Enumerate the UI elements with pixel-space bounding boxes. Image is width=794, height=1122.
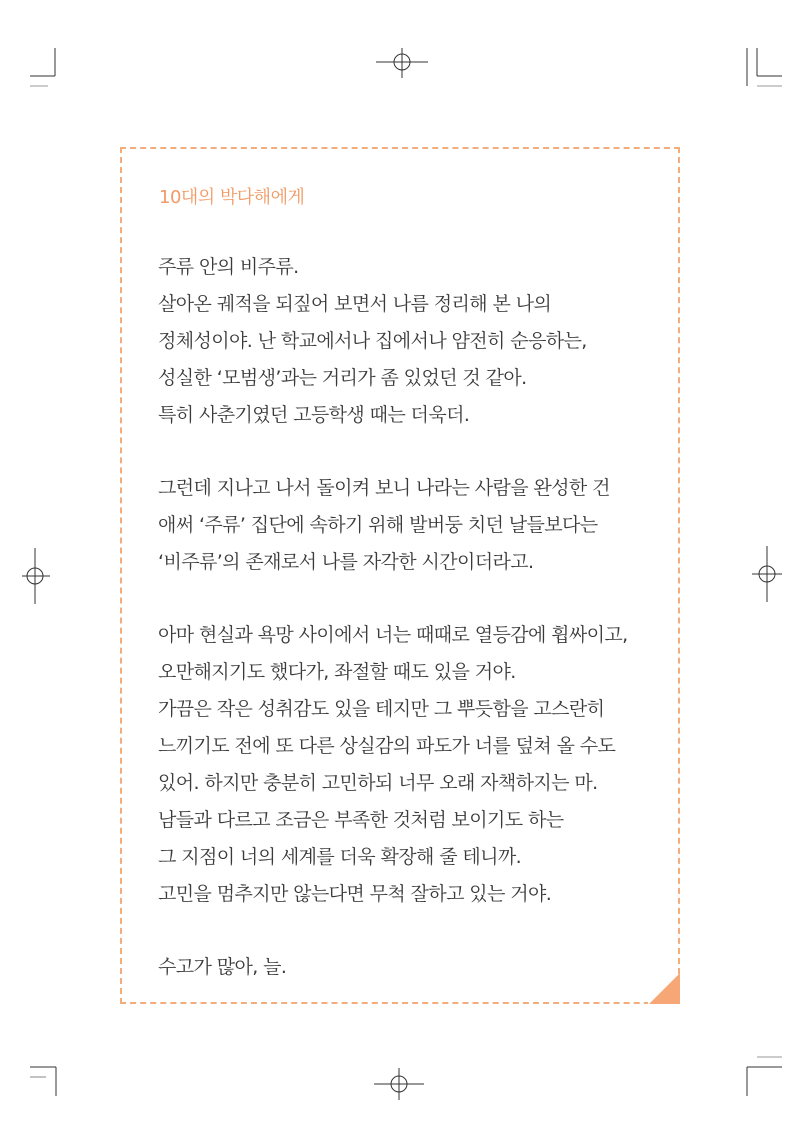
text-line: 고민을 멈추지만 않는다면 무척 잘하고 있는 거야.: [158, 883, 552, 905]
text-line: 정체성이야. 난 학교에서나 집에서나 얌전히 순응하는,: [158, 330, 587, 352]
folded-corner: [648, 974, 680, 1004]
text-line: 특히 사춘기였던 고등학생 때는 더욱더.: [158, 404, 470, 426]
letter-body: [158, 249, 673, 1022]
paragraph-2: [158, 470, 673, 581]
paragraph-3: [158, 617, 673, 913]
text-line: 가끔은 작은 성취감도 있을 테지만 그 뿌듯함을 고스란히: [158, 698, 605, 720]
text-line: 있어. 하지만 충분히 고민하되 너무 오래 자책하지는 마.: [158, 772, 598, 794]
text-line: 수고가 많아, 늘.: [158, 956, 287, 978]
text-line: 살아온 궤적을 되짚어 보면서 나름 정리해 본 나의: [158, 293, 552, 315]
text-line: 오만해지기도 했다가, 좌절할 때도 있을 거야.: [158, 661, 516, 683]
text-line: 아마 현실과 욕망 사이에서 너는 때때로 열등감에 휩싸이고,: [158, 624, 628, 646]
paragraph-1: [158, 249, 673, 434]
paragraph-4: [158, 949, 673, 986]
letter-heading: 10대의 박다해에게: [159, 187, 305, 208]
text-line: 성실한 ‘모범생’과는 거리가 좀 있었던 것 같아.: [158, 367, 527, 389]
text-line: 그런데 지나고 나서 돌이켜 보니 나라는 사람을 완성한 건: [158, 477, 610, 499]
text-line: 그 지점이 너의 세계를 더욱 확장해 줄 테니까.: [158, 846, 522, 868]
letter-card: [120, 147, 680, 1004]
text-line: 느끼기도 전에 또 다른 상실감의 파도가 너를 덮쳐 올 수도: [158, 735, 616, 757]
text-line: 애써 ‘주류’ 집단에 속하기 위해 발버둥 치던 날들보다는: [158, 514, 598, 536]
text-line: 주류 안의 비주류.: [158, 256, 299, 278]
text-line: 남들과 다르고 조금은 부족한 것처럼 보이기도 하는: [158, 809, 564, 831]
text-line: ‘비주류’의 존재로서 나를 자각한 시간이더라고.: [158, 551, 534, 573]
